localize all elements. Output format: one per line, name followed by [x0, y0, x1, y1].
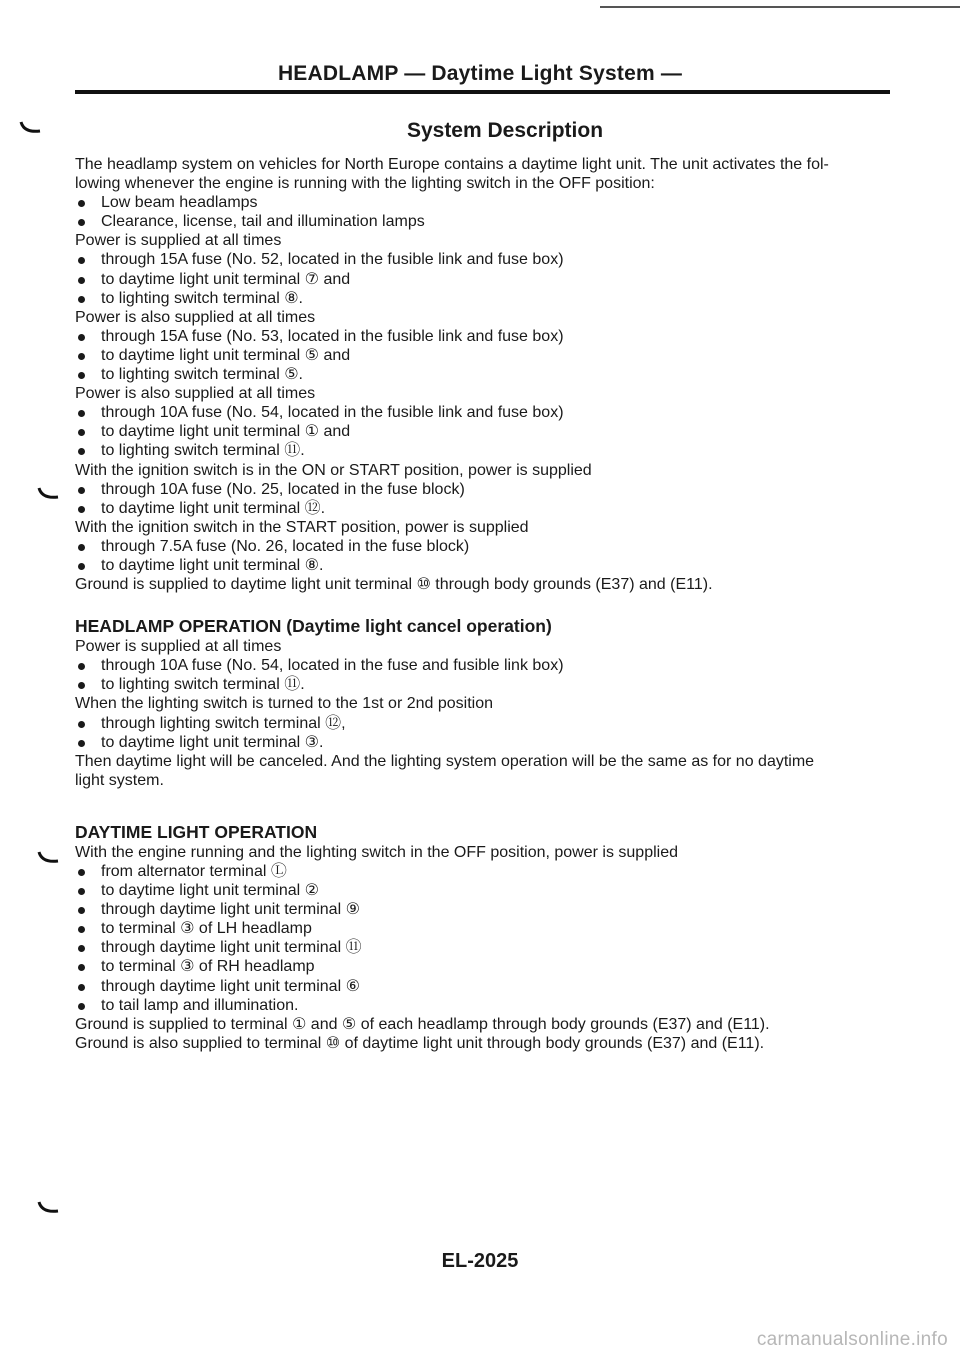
bullet-item: through lighting switch terminal ⑫,	[75, 714, 895, 733]
bullet-item: through 10A fuse (No. 54, located in the fusible link and fuse box)	[75, 403, 895, 422]
subsection-heading: HEADLAMP OPERATION (Daytime light cancel operation)	[75, 616, 552, 637]
text-line: Power is also supplied at all times	[75, 385, 316, 403]
bullet-item: through daytime light unit terminal ⑪	[75, 938, 895, 957]
binding-hook-icon	[36, 848, 60, 868]
text-line: Power is supplied at all times	[75, 232, 282, 250]
bullet-item: to lighting switch terminal ⑪.	[75, 675, 895, 694]
bullet-item: to daytime light unit terminal ③.	[75, 733, 895, 752]
bullet-item: to tail lamp and illumination.	[75, 996, 895, 1015]
text-line: When the lighting switch is turned to the 1st or 2nd position	[75, 695, 494, 713]
bullet-item: Low beam headlamps	[75, 193, 895, 212]
bullet-item: through 15A fuse (No. 53, located in the fusible link and fuse box)	[75, 327, 895, 346]
page-number: EL-2025	[441, 1250, 519, 1272]
bullet-item: to daytime light unit terminal ⑦ and	[75, 270, 895, 289]
bullet-item: through 7.5A fuse (No. 26, located in the fuse block)	[75, 537, 895, 556]
bullet-item: through daytime light unit terminal ⑥	[75, 977, 895, 996]
bullet-item: from alternator terminal Ⓛ	[75, 862, 895, 881]
text-line: With the ignition switch is in the ON or START position, power is supplied	[75, 461, 592, 479]
header-rule	[75, 90, 890, 94]
text-line: Then daytime light will be canceled. And the lighting system operation will be the same as for no daytime	[75, 752, 815, 770]
text-line: Power is also supplied at all times	[75, 308, 316, 326]
watermark: carmanualsonline.info	[756, 1329, 948, 1350]
text-line: Ground is supplied to daytime light unit terminal ⑩ through body grounds (E37) and (E11).	[75, 576, 713, 594]
bullet-item: through 10A fuse (No. 25, located in the fuse block)	[75, 480, 895, 499]
text-line: The headlamp system on vehicles for North Europe contains a daytime light unit. The unit activates the fol-	[75, 156, 829, 173]
bullet-item: Clearance, license, tail and illumination lamps	[75, 212, 895, 231]
text-line: light system.	[75, 771, 164, 789]
bullet-item: to lighting switch terminal ⑧.	[75, 289, 895, 308]
bullet-item: to terminal ③ of LH headlamp	[75, 919, 895, 938]
bullet-item: to lighting switch terminal ⑤.	[75, 365, 895, 384]
section-gap	[75, 594, 895, 615]
bullet-item: to daytime light unit terminal ① and	[75, 422, 895, 441]
document-body	[75, 155, 895, 1053]
subsection-heading: DAYTIME LIGHT OPERATION	[75, 821, 318, 842]
text-line: Ground is supplied to terminal ① and ⑤ of each headlamp through body grounds (E37) and (E11).	[75, 1015, 770, 1033]
bullet-item: to lighting switch terminal ⑪.	[75, 441, 895, 460]
bullet-item: to terminal ③ of RH headlamp	[75, 957, 895, 976]
bullet-item: through daytime light unit terminal ⑨	[75, 900, 895, 919]
top-edge-rule	[600, 6, 960, 8]
binding-hook-icon	[36, 484, 60, 504]
section-title: System Description	[406, 119, 604, 142]
bullet-item: to daytime light unit terminal ⑤ and	[75, 346, 895, 365]
bullet-item: through 15A fuse (No. 52, located in the fusible link and fuse box)	[75, 250, 895, 269]
bullet-item: to daytime light unit terminal ②	[75, 881, 895, 900]
bullet-item: through 10A fuse (No. 54, located in the fuse and fusible link box)	[75, 656, 895, 675]
text-line: With the engine running and the lighting switch in the OFF position, power is supplied	[75, 843, 679, 861]
bullet-item: to daytime light unit terminal ⑧.	[75, 556, 895, 575]
section-gap	[75, 790, 895, 821]
binding-hook-icon	[36, 1198, 60, 1218]
text-line: lowing whenever the engine is running with the lighting switch in the OFF position:	[75, 175, 655, 193]
page-header-title: HEADLAMP — Daytime Light System —	[277, 62, 683, 85]
text-line: Ground is also supplied to terminal ⑩ of daytime light unit through body grounds (E37) and (E11).	[75, 1034, 765, 1052]
text-line: With the ignition switch in the START position, power is supplied	[75, 518, 529, 536]
bullet-item: to daytime light unit terminal ⑫.	[75, 499, 895, 518]
text-line: Power is supplied at all times	[75, 638, 282, 656]
